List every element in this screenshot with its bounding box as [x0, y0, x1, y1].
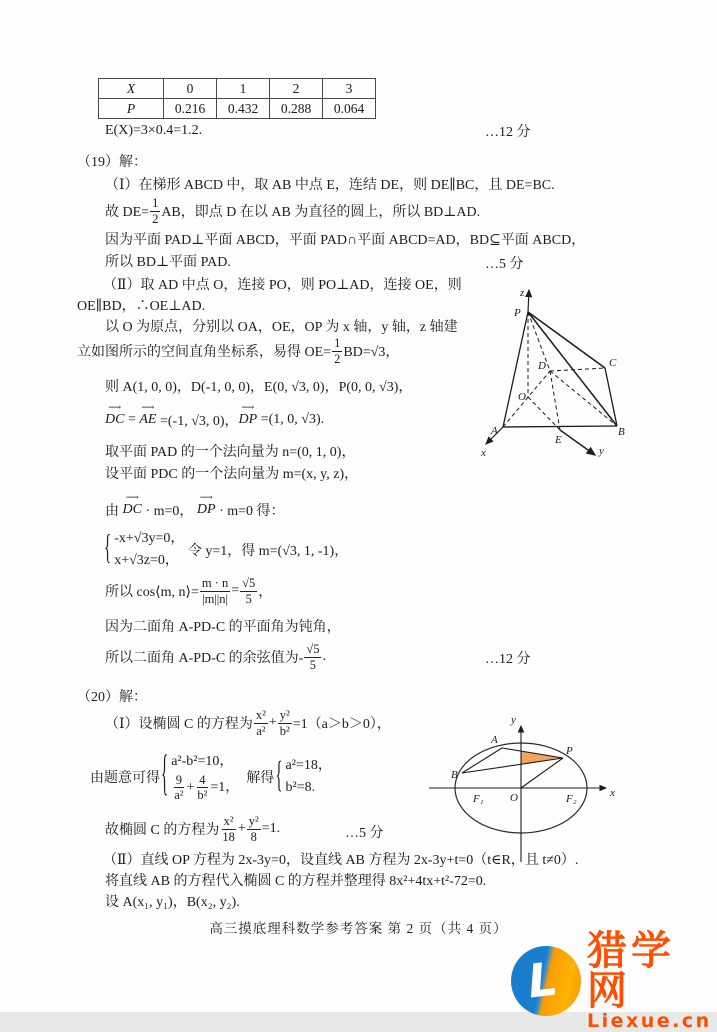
math-text: 故椭圆 C 的方程为 [105, 823, 220, 838]
vertex-label-e: E [555, 434, 562, 446]
fraction-denominator: a² [256, 723, 266, 738]
fraction-numerator: x² [223, 814, 234, 829]
liexue-logo [511, 931, 717, 1031]
math-text: BD=√3， [343, 345, 400, 360]
fraction [200, 576, 230, 606]
vector [139, 402, 157, 428]
system-rows [171, 751, 239, 802]
point-label-b: B [451, 769, 458, 781]
table-cell: 1 [217, 79, 270, 99]
math-text: DP [238, 412, 258, 427]
q19-line-fraction [77, 336, 399, 366]
fraction [278, 708, 292, 738]
math-text: 立如图所示的空间直角坐标系，易得 OE= [77, 345, 332, 360]
q20-line: 将直线 AB 的方程代入椭圆 C 的方程并整理得 8x²+4tx+t²-72=0. [105, 874, 487, 889]
math-text: （Ⅰ）设椭圆 C 的方程为 [105, 717, 253, 732]
vertex-label-p: P [514, 307, 521, 319]
q20-line: （Ⅱ）直线 OP 方程为 2x-3y=0，设直线 AB 方程为 2x-3y+t=0（t∈R，且 t≠0）. [103, 853, 579, 868]
fraction [195, 773, 209, 803]
vector-arrow-icon: ⟶ [141, 402, 155, 412]
fraction [150, 196, 160, 226]
math-text: DC [105, 412, 125, 427]
liexue-logo-icon [511, 946, 581, 1016]
fraction-denominator: |m||n| [202, 591, 229, 606]
fraction-numerator: √5 [242, 576, 256, 591]
fraction [332, 336, 342, 366]
table-cell: 0.064 [323, 99, 376, 119]
fraction-denominator: 8 [250, 829, 257, 844]
fraction-numerator: y² [279, 708, 290, 723]
math-text: =1（a＞b＞0）， [292, 717, 391, 732]
math-text: 解得 [239, 771, 275, 786]
q20-heading: （20）解： [77, 690, 147, 705]
math-text: 由题意可得 [90, 771, 160, 786]
q19-line: 因为平面 PAD⊥平面 ABCD，平面 PAD∩平面 ABCD=AD，BD⊆平面 ABCD， [105, 233, 586, 248]
math-text: · m=0 得： [215, 504, 285, 519]
vector [122, 492, 142, 518]
system-row: -x+√3y=0， [114, 531, 185, 547]
q19-line: 取平面 PAD 的一个法向量为 n=(0, 1, 0)， [105, 445, 356, 460]
table-cell: X [99, 79, 164, 99]
math-text: =1， [210, 780, 240, 795]
vector-arrow-icon: ⟶ [199, 492, 213, 502]
fraction-denominator: a² [174, 788, 184, 803]
focus-label-f1: F₁ [473, 793, 484, 805]
table-cell: 3 [323, 79, 376, 99]
fraction [247, 814, 261, 844]
fraction-denominator: b² [197, 788, 208, 803]
q19-line: 因为二面角 A-PD-C 的平面角为钝角， [105, 620, 341, 635]
system-row: a²=18， [285, 758, 332, 774]
fraction-denominator: 2 [334, 351, 341, 366]
math-text: . [322, 649, 326, 664]
axis-label-x: x [610, 787, 615, 799]
system-row: x+√3z=0， [114, 553, 179, 568]
page-footer: 高三摸底理科数学参考答案 第 2 页（共 4 页） [209, 921, 508, 936]
logo-title: 猎学网 [587, 929, 675, 1013]
table-cell: 0.432 [217, 99, 270, 119]
math-text: + [268, 715, 277, 730]
left-brace: { [161, 748, 169, 802]
table-cell: P [99, 99, 164, 119]
vector [196, 492, 216, 518]
logo-text-block [587, 931, 717, 1031]
q19-line-fraction [105, 196, 480, 226]
vertex-label-d: D [538, 360, 546, 372]
score-mark: …5 分 [485, 257, 524, 272]
axis-label-z: z [520, 287, 525, 299]
q19-answer-line [105, 640, 326, 674]
score-mark: …12 分 [485, 652, 531, 667]
q19-line: 则 A(1, 0, 0)，D(-1, 0, 0)，E(0, √3, 0)，P(0, 0, √3)， [105, 380, 413, 395]
math-text: + [186, 780, 195, 795]
fraction [304, 642, 321, 672]
math-text: DP [196, 502, 216, 517]
logo-letter: L [524, 951, 561, 1009]
math-text: = [124, 412, 140, 427]
q19-line: （Ⅰ）在梯形 ABCD 中，取 AB 中点 E，连结 DE，则 DE∥BC，且 DE=BC. [105, 178, 555, 193]
q19-line: （Ⅱ）取 AD 中点 O，连接 PO，则 PO⊥AD，连接 OE，则 [103, 278, 462, 293]
focus-label-f2: F₂ [566, 793, 577, 805]
score-mark: …5 分 [345, 826, 384, 841]
table-cell: 0.288 [270, 99, 323, 119]
vertex-label-b: B [618, 426, 625, 438]
fraction [220, 814, 237, 844]
fraction-numerator: 4 [199, 772, 206, 787]
fraction-numerator: m · n [201, 576, 229, 591]
math-text: = [231, 583, 240, 598]
q19-line: OE∥BD，∴OE⊥AD. [77, 299, 206, 314]
math-text: + [237, 821, 246, 836]
vector-arrow-icon: ⟶ [125, 492, 139, 502]
table-row [99, 99, 376, 119]
fraction [254, 708, 268, 738]
math-text: =(1, 0, √3). [257, 412, 325, 427]
vector [105, 402, 125, 428]
fraction [240, 576, 257, 606]
system-rows [286, 755, 332, 798]
vector-arrow-icon: ⟶ [108, 402, 122, 412]
fraction-numerator: 1 [152, 196, 159, 211]
system-row: a²-b²=10， [171, 754, 234, 770]
q19-heading: （19）解： [77, 155, 147, 170]
score-mark: …12 分 [485, 125, 531, 140]
math-text: 故 DE= [105, 205, 150, 220]
fraction-denominator: 5 [309, 657, 317, 672]
expectation-line: E(X)=3×0.4=1.2. [105, 123, 203, 138]
fraction-numerator: y² [248, 814, 259, 829]
q19-cosine-line [105, 574, 272, 608]
fraction-numerator: 1 [334, 336, 341, 351]
table-cell: 0 [164, 79, 217, 99]
system-row [171, 773, 239, 803]
q19-equation-system [103, 528, 348, 572]
q20-equation-system [90, 748, 332, 806]
math-text: 所以 cos⟨m, n⟩= [105, 585, 199, 600]
vertex-label-c: C [609, 357, 617, 369]
point-label-p: P [566, 745, 573, 757]
fraction-numerator: √5 [306, 642, 320, 657]
system-row: b²=8. [285, 780, 316, 795]
fraction [172, 773, 185, 803]
axis-label-y: y [511, 714, 516, 726]
fraction-numerator: 9 [175, 772, 182, 787]
table-cell: 0.216 [164, 99, 217, 119]
q19-line: 所以 BD⊥平面 PAD. [105, 255, 231, 270]
q20-result-line [105, 812, 280, 846]
axis-label-x: x [481, 447, 486, 459]
math-text: =(-1, √3, 0)， [156, 414, 239, 429]
vector [238, 402, 258, 428]
math-text: 令 y=1，得 m=(√3, 1, -1)， [184, 544, 349, 559]
q19-line: 设平面 PDC 的一个法向量为 m=(x, y, z)， [105, 467, 359, 482]
fraction-denominator: 18 [222, 829, 235, 844]
math-text: AB，即点 D 在以 AB 为直径的圆上，所以 BD⊥AD. [161, 205, 481, 220]
logo-domain: Liexue.cn [587, 1010, 712, 1032]
q19-vector-line [105, 402, 325, 430]
math-text: 由 [105, 504, 123, 519]
axis-label-y: y [599, 445, 604, 457]
table-cell: 2 [270, 79, 323, 99]
q19-line: 以 O 为原点，分别以 OA，OE，OP 为 x 轴，y 轴，z 轴建 [105, 320, 458, 335]
probability-table [98, 78, 376, 119]
system-rows [114, 528, 184, 571]
pyramid-figure [478, 282, 630, 464]
q20-line: 设 A(x₁, y₁)，B(x₂, y₂). [105, 895, 240, 910]
ellipse-figure [425, 710, 650, 865]
vector-arrow-icon: ⟶ [241, 402, 255, 412]
left-brace: { [104, 530, 112, 568]
math-text: 所以二面角 A-PD-C 的余弦值为- [105, 651, 304, 666]
math-text: · m=0， [141, 504, 197, 519]
math-text: =1. [261, 821, 281, 836]
math-text: ， [258, 585, 273, 600]
q20-ellipse-equation-line [105, 706, 391, 740]
table-row [99, 79, 376, 99]
point-label-a: A [491, 734, 498, 746]
fraction-denominator: 2 [152, 211, 159, 226]
vertex-label-a: A [491, 425, 498, 437]
left-brace: { [275, 755, 283, 796]
math-text: AE [139, 412, 157, 427]
vertex-label-o: O [518, 391, 526, 403]
fraction-denominator: 5 [245, 591, 252, 606]
origin-label-o: O [510, 792, 518, 804]
q19-vector-line [105, 492, 285, 520]
fraction-denominator: b² [279, 723, 290, 738]
fraction-numerator: x² [255, 708, 266, 723]
math-text: DC [122, 502, 142, 517]
